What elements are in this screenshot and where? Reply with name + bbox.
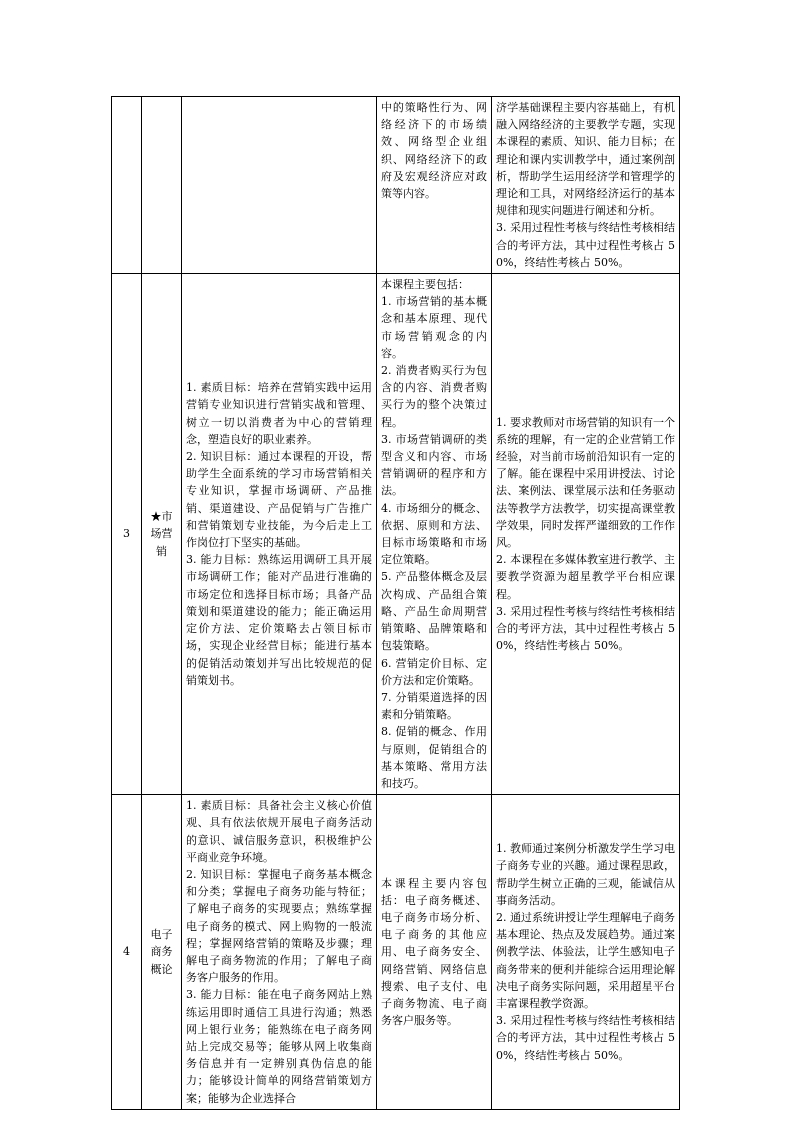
course-requirements-cell [492,274,680,795]
course-name-cell [142,795,182,1110]
course-number-cell [112,97,142,274]
course-table-body [112,97,680,1110]
goal-item: 3. 能力目标：熟练运用调研工具开展市场调研工作；能对产品进行准确的市场定位和选择目标市场；具备产品策划和渠道建设的能力；能正确运用定价方法、定价策略去占领目标市场，实现企业经营目标；能进行基本的促销活动策划并写出比较规范的促销策划书。 [186,553,372,687]
course-row [112,795,680,1110]
content-item: 中的策略性行为、网络经济下的市场绩效、网络型企业组织、网络经济下的政府及宏观经济应对政策等内容。 [381,101,487,201]
content-item: 4. 市场细分的概念、依据、原则和方法、目标市场策略和市场定位策略。 [381,501,487,567]
course-name-cell [142,97,182,274]
course-row [112,97,680,274]
course-requirements-cell [492,97,680,274]
requirement-item: 2. 本课程在多媒体教室进行教学、主要教学资源为超星教学平台相应课程。 [496,553,675,601]
course-table [111,96,680,1110]
course-content-cell [377,97,492,274]
course-number-cell [112,795,142,1110]
content-item: 7. 分销渠道选择的因素和分销策略。 [381,690,487,722]
content-item: 1. 市场营销的基本概念和基本原理、现代市场营销观念的内容。 [381,295,487,360]
course-name-cell [142,274,182,795]
requirement-item: 济学基础课程主要内容基础上，有机融入网络经济的主要教学专题，实现本课程的素质、知识、能力目标；在理论和课内实训教学中，通过案例剖析，帮助学生运用经济学和管理学的理论和工具，对网络经济运行的基本规律和现实问题进行阐述和分析。 [496,101,675,218]
requirement-item: 3. 采用过程性考核与终结性考核相结合的考评方法，其中过程性考核占 50%，终结性考核占 50%。 [496,1014,675,1062]
course-name: 电子商务概论 [150,928,173,976]
course-number: 4 [123,945,130,959]
course-number-cell [112,274,142,795]
course-goal-cell [182,274,377,795]
course-requirements-cell [492,795,680,1110]
goal-item: 1. 素质目标：培养在营销实践中运用营销专业知识进行营销实战和管理、树立一切以消费者为中心的营销理念，塑造良好的职业素养。 [186,381,372,446]
content-item: 6. 营销定价目标、定价方法和定价策略。 [381,656,487,687]
requirement-item: 3. 采用过程性考核与终结性考核相结合的考评方法，其中过程性考核占 50%，终结性考核占 50%。 [496,221,675,269]
requirement-item: 1. 教师通过案例分析激发学生学习电子商务专业的兴趣。通过课程思政，帮助学生树立正确的三观，能诚信从事商务活动。 [496,842,675,907]
content-item: 3. 市场营销调研的类型含义和内容、市场营销调研的程序和方法。 [381,432,487,498]
course-goal-cell [182,795,377,1110]
course-name: ★市场营销 [150,510,173,558]
content-item: 5. 产品整体概念及层次构成、产品组合策略、产品生命周期营销策略、品牌策略和包装策略。 [381,570,487,653]
course-goal-cell [182,97,377,274]
content-item: 本课程主要内容包括：电子商务概述、电子商务市场分析、电子商务的其他应用、电子商务安全、网络营销、网络信息搜索、电子支付、电子商务物流、电子商务客户服务等。 [381,876,487,1028]
goal-item: 1. 素质目标：具备社会主义核心价值观、具有依法依规开展电子商务活动的意识、诚信服务意识，积极维护公平商业竞争环境。 [186,799,372,864]
course-row [112,274,680,795]
content-item: 8. 促销的概念、作用与原则，促销组合的基本策略、常用方法和技巧。 [381,725,487,790]
content-item: 本课程主要包括： [381,278,469,292]
goal-item: 2. 知识目标：掌握电子商务基本概念和分类；掌握电子商务功能与特征；了解电子商务的实现要点；熟练掌握电子商务的模式、网上购物的一般流程；掌握网络营销的策略及步骤；理解电子商务物流的作用；了解电子商务客户服务的作用。 [186,867,372,985]
content-item: 2. 消费者购买行为包含的内容、消费者购买行为的整个决策过程。 [381,364,487,429]
course-content-cell [377,274,492,795]
goal-item: 2. 知识目标：通过本课程的开设，帮助学生全面系统的学习市场营销相关专业知识，掌握市场调研、产品推销、渠道建设、产品促销与广告推广和营销策划专业技能，为今后走上工作岗位打下坚实的基础。 [186,450,372,550]
course-number: 3 [123,527,130,541]
course-content-cell [377,795,492,1110]
goal-item: 3. 能力目标：能在电子商务网站上熟练运用即时通信工具进行沟通；熟悉网上银行业务；能熟练在电子商务网站上完成交易等；能够从网上收集商务信息并有一定辨别真伪信息的能力；能够设计简单的网络营销策划方案；能够为企业选择合 [186,988,372,1105]
requirement-item: 3. 采用过程性考核与终结性考核相结合的考评方法，其中过程性考核占 50%，终结性考核占 50%。 [496,604,675,653]
requirement-item: 2. 通过系统讲授让学生理解电子商务基本理论、热点及发展趋势。通过案例教学法、体验法，让学生感知电子商务带来的便利并能综合运用理论解决电子商务实际问题，采用超星平台丰富课程教学资源。 [496,910,675,1010]
requirement-item: 1. 要求教师对市场营销的知识有一个系统的理解，有一定的企业营销工作经验，对当前市场前沿知识有一定的了解。能在课程中采用讲授法、讨论法、案例法、课堂展示法和任务驱动法等教学方法教学，切实提高课堂教学效果，同时发挥严谨细致的工作作风。 [496,415,675,550]
